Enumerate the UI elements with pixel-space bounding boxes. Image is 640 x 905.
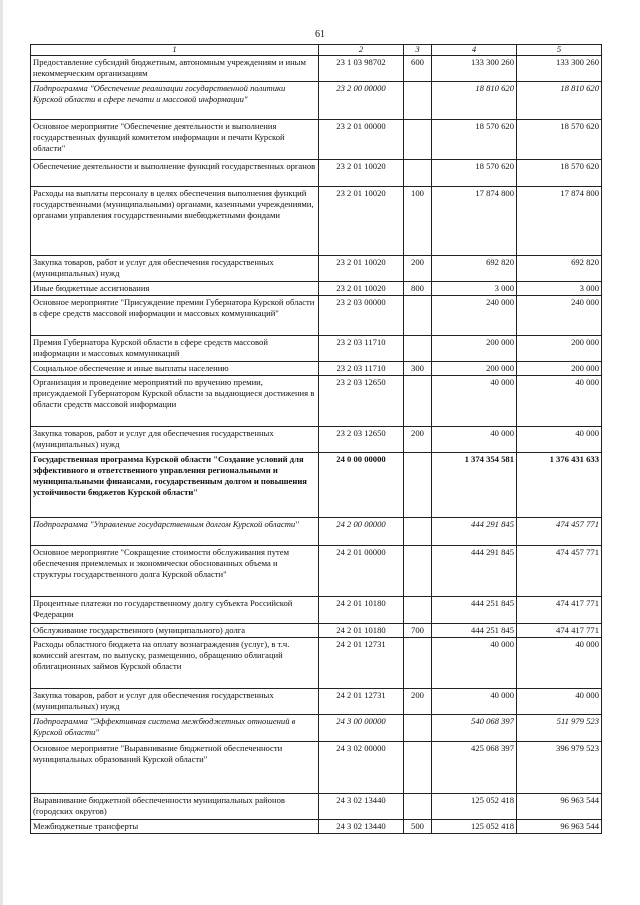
table-row <box>31 453 602 518</box>
row-amount-2: 240 000 <box>517 296 602 336</box>
row-code: 24 3 00 00000 <box>319 715 404 742</box>
row-amount-2: 40 000 <box>517 689 602 715</box>
row-code: 23 2 03 12650 <box>319 376 404 427</box>
table-row <box>31 187 602 256</box>
row-amount-2: 511 979 523 <box>517 715 602 742</box>
table-row <box>31 794 602 820</box>
row-expense-type <box>404 638 432 689</box>
row-expense-type <box>404 597 432 624</box>
row-code: 24 2 01 00000 <box>319 546 404 597</box>
row-code: 24 2 01 10180 <box>319 597 404 624</box>
row-expense-type: 200 <box>404 256 432 282</box>
table-row <box>31 597 602 624</box>
row-code: 24 2 01 12731 <box>319 689 404 715</box>
table-row <box>31 742 602 794</box>
row-expense-type <box>404 160 432 187</box>
row-expense-type: 800 <box>404 282 432 296</box>
row-name: Подпрограмма "Эффективная система межбюджетных отношений в Курской области" <box>31 715 319 742</box>
row-amount-2: 40 000 <box>517 376 602 427</box>
row-name: Закупка товаров, работ и услуг для обеспечения государственных (муниципальных) нужд <box>31 689 319 715</box>
row-amount-1: 3 000 <box>432 282 517 296</box>
row-code: 24 0 00 00000 <box>319 453 404 518</box>
row-amount-2: 17 874 800 <box>517 187 602 256</box>
row-name: Предоставление субсидий бюджетным, автономным учреждениям и иным некоммерческим организациям <box>31 56 319 82</box>
budget-table-body <box>31 45 602 834</box>
row-name: Процентные платежи по государственному долгу субъекта Российской Федерации <box>31 597 319 624</box>
row-expense-type: 200 <box>404 427 432 453</box>
row-expense-type <box>404 336 432 362</box>
row-amount-1: 125 052 418 <box>432 794 517 820</box>
table-row <box>31 518 602 546</box>
row-amount-2: 18 570 620 <box>517 120 602 160</box>
row-expense-type: 600 <box>404 56 432 82</box>
row-expense-type <box>404 120 432 160</box>
row-name: Основное мероприятие "Обеспечение деятельности и выполнения государственных функций комитетом информации и печати Курской области" <box>31 120 319 160</box>
row-amount-2: 396 979 523 <box>517 742 602 794</box>
table-row <box>31 256 602 282</box>
row-amount-2: 200 000 <box>517 336 602 362</box>
row-amount-2: 474 457 771 <box>517 518 602 546</box>
table-row <box>31 546 602 597</box>
row-amount-1: 40 000 <box>432 638 517 689</box>
row-amount-2: 3 000 <box>517 282 602 296</box>
row-amount-2: 40 000 <box>517 638 602 689</box>
row-name: Основное мероприятие "Присуждение премии Губернатора Курской области в сфере средств массовой информации и массовых коммуникаций" <box>31 296 319 336</box>
row-code: 23 2 03 11710 <box>319 336 404 362</box>
row-name: Расходы на выплаты персоналу в целях обеспечения выполнения функций государственными (муниципальными) органами, казенными учреждениями, органами управления государственными внебюджетными фондами <box>31 187 319 256</box>
row-amount-2: 474 417 771 <box>517 624 602 638</box>
row-code: 23 2 03 12650 <box>319 427 404 453</box>
row-amount-2: 18 810 620 <box>517 82 602 120</box>
row-amount-1: 133 300 260 <box>432 56 517 82</box>
row-amount-2: 1 376 431 633 <box>517 453 602 518</box>
scan-edge <box>0 0 3 905</box>
header-col-2: 2 <box>319 45 404 56</box>
row-amount-1: 444 251 845 <box>432 624 517 638</box>
table-row <box>31 427 602 453</box>
row-amount-1: 444 251 845 <box>432 597 517 624</box>
row-code: 23 1 03 98702 <box>319 56 404 82</box>
table-row <box>31 336 602 362</box>
row-code: 23 2 01 10020 <box>319 187 404 256</box>
budget-table <box>30 44 602 834</box>
row-amount-2: 40 000 <box>517 427 602 453</box>
row-name: Организация и проведение мероприятий по вручению премии, присуждаемой Губернатором Курской области за выдающиеся достижения в области средств массовой информации <box>31 376 319 427</box>
row-amount-1: 444 291 845 <box>432 546 517 597</box>
row-expense-type: 700 <box>404 624 432 638</box>
row-code: 23 2 03 11710 <box>319 362 404 376</box>
row-name: Обслуживание государственного (муниципального) долга <box>31 624 319 638</box>
row-name: Государственная программа Курской области "Создание условий для эффективного и ответственного управления региональными и муниципальными финансами, государственным долгом и повышения устойчивости бюджетов Курской области" <box>31 453 319 518</box>
row-expense-type <box>404 518 432 546</box>
table-row <box>31 624 602 638</box>
row-expense-type <box>404 376 432 427</box>
row-amount-1: 40 000 <box>432 689 517 715</box>
row-expense-type <box>404 296 432 336</box>
row-name: Подпрограмма "Управление государственным долгом Курской области" <box>31 518 319 546</box>
table-row <box>31 376 602 427</box>
table-row <box>31 56 602 82</box>
row-amount-2: 133 300 260 <box>517 56 602 82</box>
row-name: Основное мероприятие "Сокращение стоимости обслуживания путем обеспечения приемлемых и экономически обоснованных объема и структуры государственного долга Курской области" <box>31 546 319 597</box>
header-col-1: 1 <box>31 45 319 56</box>
row-name: Подпрограмма "Обеспечение реализации государственной политики Курской области в сфере печати и массовой информации" <box>31 82 319 120</box>
row-amount-1: 40 000 <box>432 427 517 453</box>
table-row <box>31 362 602 376</box>
row-amount-1: 1 374 354 581 <box>432 453 517 518</box>
table-row <box>31 715 602 742</box>
row-code: 24 2 01 12731 <box>319 638 404 689</box>
row-amount-1: 40 000 <box>432 376 517 427</box>
row-code: 23 2 00 00000 <box>319 82 404 120</box>
row-expense-type <box>404 742 432 794</box>
table-row <box>31 820 602 834</box>
row-name: Социальное обеспечение и иные выплаты населению <box>31 362 319 376</box>
row-amount-1: 125 052 418 <box>432 820 517 834</box>
row-name: Обеспечение деятельности и выполнение функций государственных органов <box>31 160 319 187</box>
table-row <box>31 282 602 296</box>
row-name: Премия Губернатора Курской области в сфере средств массовой информации и массовых коммуникаций <box>31 336 319 362</box>
table-row <box>31 120 602 160</box>
header-col-3: 3 <box>404 45 432 56</box>
row-expense-type: 500 <box>404 820 432 834</box>
row-amount-2: 474 417 771 <box>517 597 602 624</box>
row-expense-type <box>404 453 432 518</box>
row-amount-1: 200 000 <box>432 336 517 362</box>
page-number: 61 <box>315 29 325 40</box>
row-expense-type: 100 <box>404 187 432 256</box>
row-name: Выравнивание бюджетной обеспеченности муниципальных районов (городских округов) <box>31 794 319 820</box>
table-row <box>31 689 602 715</box>
header-col-4: 4 <box>432 45 517 56</box>
row-amount-2: 96 963 544 <box>517 794 602 820</box>
row-expense-type <box>404 794 432 820</box>
table-row <box>31 296 602 336</box>
row-code: 23 2 01 10020 <box>319 256 404 282</box>
row-name: Иные бюджетные ассигнования <box>31 282 319 296</box>
row-amount-2: 200 000 <box>517 362 602 376</box>
table-row <box>31 82 602 120</box>
row-name: Основное мероприятие "Выравнивание бюджетной обеспеченности муниципальных образований Курской области" <box>31 742 319 794</box>
row-expense-type: 300 <box>404 362 432 376</box>
row-code: 24 2 01 10180 <box>319 624 404 638</box>
row-amount-2: 18 570 620 <box>517 160 602 187</box>
table-row <box>31 638 602 689</box>
row-name: Расходы областного бюджета на оплату вознаграждения (услуг), в т.ч. комиссий агентам, по выпуску, размещению, обращению облигаций облигационных займов Курской области <box>31 638 319 689</box>
row-amount-2: 474 457 771 <box>517 546 602 597</box>
row-amount-1: 18 810 620 <box>432 82 517 120</box>
row-amount-1: 200 000 <box>432 362 517 376</box>
row-expense-type: 200 <box>404 689 432 715</box>
row-amount-1: 18 570 620 <box>432 160 517 187</box>
row-code: 23 2 03 00000 <box>319 296 404 336</box>
row-amount-1: 425 068 397 <box>432 742 517 794</box>
row-expense-type <box>404 82 432 120</box>
row-code: 24 3 02 00000 <box>319 742 404 794</box>
row-amount-1: 540 068 397 <box>432 715 517 742</box>
row-code: 24 3 02 13440 <box>319 820 404 834</box>
row-code: 24 3 02 13440 <box>319 794 404 820</box>
row-amount-1: 692 820 <box>432 256 517 282</box>
row-name: Закупка товаров, работ и услуг для обеспечения государственных (муниципальных) нужд <box>31 256 319 282</box>
header-col-5: 5 <box>517 45 602 56</box>
row-code: 23 2 01 00000 <box>319 120 404 160</box>
table-row <box>31 160 602 187</box>
row-amount-1: 240 000 <box>432 296 517 336</box>
row-expense-type <box>404 715 432 742</box>
row-amount-1: 18 570 620 <box>432 120 517 160</box>
row-name: Закупка товаров, работ и услуг для обеспечения государственных (муниципальных) нужд <box>31 427 319 453</box>
row-amount-2: 96 963 544 <box>517 820 602 834</box>
row-amount-1: 444 291 845 <box>432 518 517 546</box>
row-amount-1: 17 874 800 <box>432 187 517 256</box>
row-code: 23 2 01 10020 <box>319 282 404 296</box>
row-code: 23 2 01 10020 <box>319 160 404 187</box>
row-name: Межбюджетные трансферты <box>31 820 319 834</box>
row-expense-type <box>404 546 432 597</box>
table-header-row <box>31 45 602 56</box>
row-amount-2: 692 820 <box>517 256 602 282</box>
row-code: 24 2 00 00000 <box>319 518 404 546</box>
